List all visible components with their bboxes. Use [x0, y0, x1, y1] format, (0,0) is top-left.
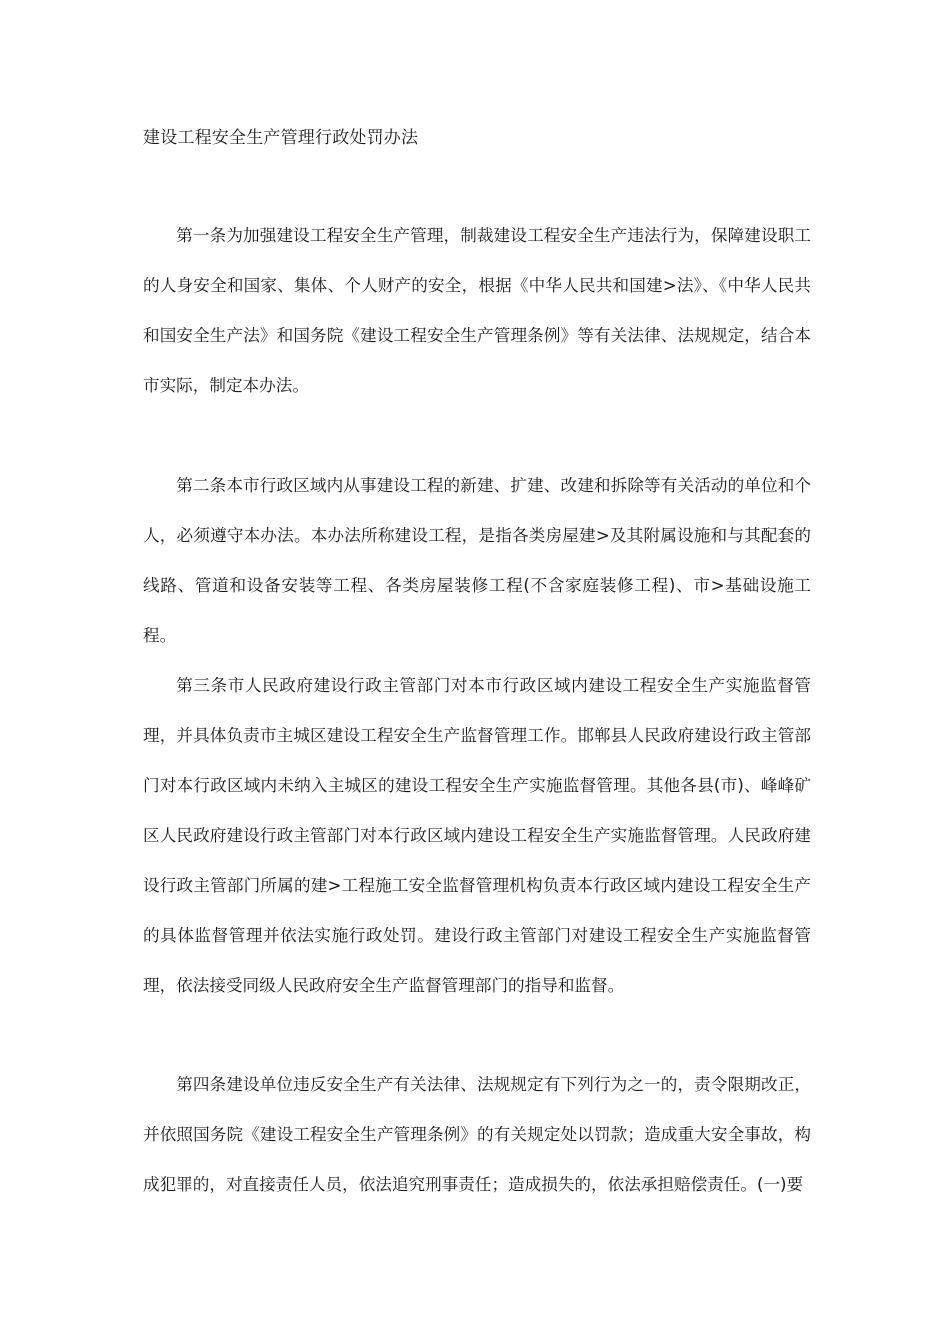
- article-3-paragraph: 第三条市人民政府建设行政主管部门对本市行政区域内建设工程安全生产实施监督管理，并具体负责市主城区建设工程安全生产监督管理工作。邯郸县人民政府建设行政主管部门对本行政区域内未纳入主城区的建设工程安全生产实施监督管理。其他各县(市)、峰峰矿区人民政府建设行政主管部门对本行政区域内建设工程安全生产实施监督管理。人民政府建设行政主管部门所属的建>工程施工安全监督管理机构负责本行政区域内建设工程安全生产的具体监督管理并依法实施行政处罚。建设行政主管部门对建设工程安全生产实施监督管理，依法接受同级人民政府安全生产监督管理部门的指导和监督。: [143, 676, 811, 995]
- article-4-paragraph: 第四条建设单位违反安全生产有关法律、法规规定有下列行为之一的，责令限期改正，并依照国务院《建设工程安全生产管理条例》的有关规定处以罚款；造成重大安全事故，构成犯罪的，对直接责任人员，依法追究刑事责任；造成损失的，依法承担赔偿责任。(一)要: [143, 1075, 811, 1194]
- document-title: 建设工程安全生产管理行政处罚办法: [143, 128, 419, 148]
- article-1-paragraph: 第一条为加强建设工程安全生产管理，制裁建设工程安全生产违法行为，保障建设职工的人身安全和国家、集体、个人财产的安全，根据《中华人民共和国建>法》、《中华人民共和国安全生产法》和国务院《建设工程安全生产管理条例》等有关法律、法规规定，结合本市实际，制定本办法。: [143, 226, 811, 395]
- article-2-paragraph: 第二条本市行政区域内从事建设工程的新建、扩建、改建和拆除等有关活动的单位和个人，必须遵守本办法。本办法所称建设工程，是指各类房屋建>及其附属设施和与其配套的线路、管道和设备安装等工程、各类房屋装修工程(不含家庭装修工程)、市>基础设施工程。: [143, 476, 811, 645]
